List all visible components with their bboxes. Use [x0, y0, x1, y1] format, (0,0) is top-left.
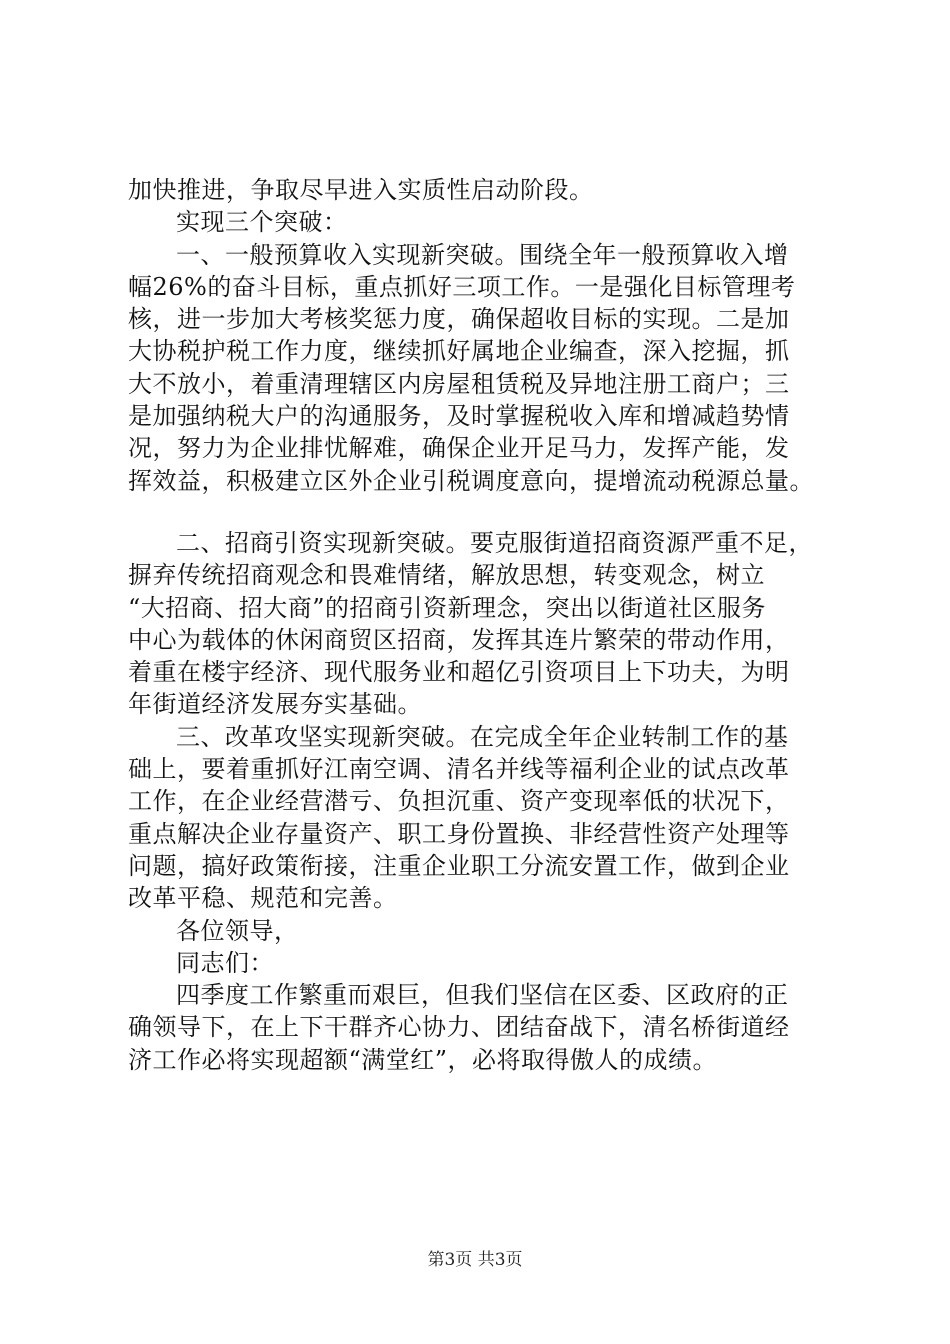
text-line: 三、改革攻坚实现新突破。在完成全年企业转制工作的基 [176, 722, 789, 751]
text-line: 摒弃传统招商观念和畏难情绪，解放思想，转变观念，树立 [128, 561, 765, 590]
text-line: 问题，搞好政策衔接，注重企业职工分流安置工作，做到企业 [128, 851, 790, 880]
paragraph-gap [128, 497, 852, 527]
text-line: 二、招商引资实现新突破。要克服街道招商资源严重不足， [176, 528, 813, 557]
section-heading: 实现三个突破： [176, 208, 348, 237]
page-number-footer: 第3页 共3页 [427, 1250, 523, 1270]
text-line: 着重在楼宇经济、现代服务业和超亿引资项目上下功夫，为明 [128, 658, 790, 687]
text-line: 加快推进，争取尽早进入实质性启动阶段。 [128, 176, 594, 204]
salutation-line: 各位领导， [176, 916, 299, 945]
text-line: 础上，要着重抓好江南空调、清名并线等福利企业的试点改革 [128, 755, 790, 784]
salutation-line: 同志们： [176, 948, 274, 977]
text-line: 况，努力为企业排忧解难，确保企业开足马力，发挥产能，发 [128, 434, 790, 463]
text-line: 大协税护税工作力度，继续抓好属地企业编查，深入挖掘，抓 [128, 337, 790, 366]
text-line: 重点解决企业存量资产、职工身份置换、非经营性资产处理等 [128, 819, 790, 848]
text-line: 四季度工作繁重而艰巨，但我们坚信在区委、区政府的正 [176, 981, 789, 1010]
text-line: 一、一般预算收入实现新突破。围绕全年一般预算收入增 [176, 240, 789, 269]
text-line: 中心为载体的休闲商贸区招商，发挥其连片繁荣的带动作用， [128, 625, 790, 654]
text-line: 挥效益，积极建立区外企业引税调度意向，提增流动税源总量。 [128, 466, 814, 495]
text-line: 大不放小，着重清理辖区内房屋租赁税及异地注册工商户；三 [128, 369, 790, 398]
text-line: 工作，在企业经营潜亏、负担沉重、资产变现率低的状况下， [128, 787, 790, 816]
text-line: 幅26%的奋斗目标，重点抓好三项工作。一是强化目标管理考 [128, 272, 796, 301]
text-line: 年街道经济发展夯实基础。 [128, 690, 422, 719]
document-body [128, 174, 852, 1076]
text-line: 是加强纳税大户的沟通服务，及时掌握税收入库和增减趋势情 [128, 402, 790, 431]
text-line: “大招商、招大商”的招商引资新理念，突出以街道社区服务 [128, 593, 767, 622]
text-line: 核，进一步加大考核奖惩力度，确保超收目标的实现。二是加 [128, 305, 790, 334]
text-line: 改革平稳、规范和完善。 [128, 884, 398, 913]
text-line: 确领导下，在上下干群齐心协力、团结奋战下，清名桥街道经 [128, 1013, 790, 1042]
text-line: 济工作必将实现超额“满堂红”，必将取得傲人的成绩。 [128, 1045, 718, 1074]
